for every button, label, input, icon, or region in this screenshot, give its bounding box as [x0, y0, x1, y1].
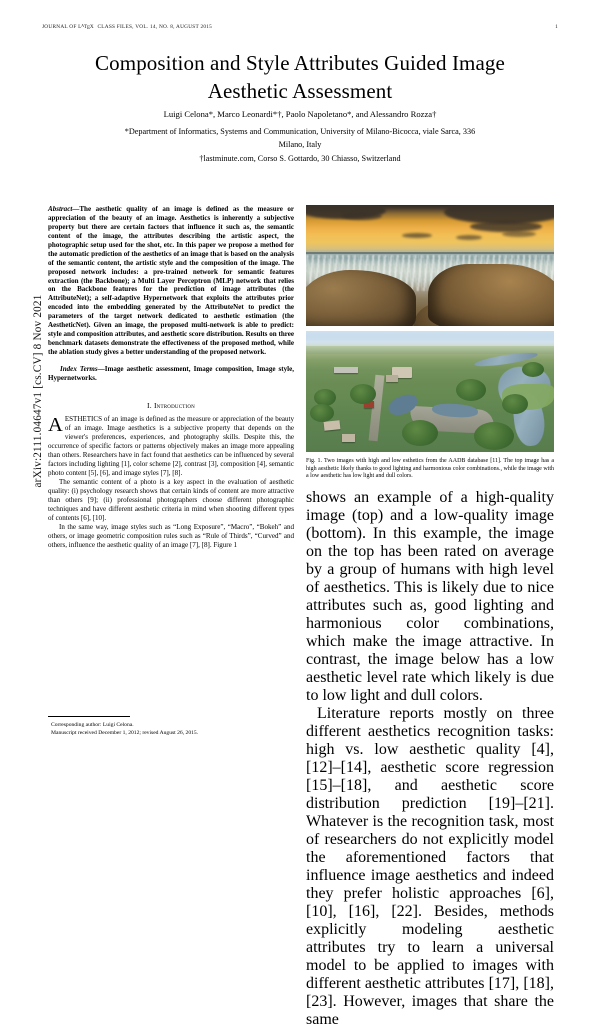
- figure-bottom-image: [306, 331, 554, 452]
- tree-canopy: [474, 422, 514, 450]
- figure-1: [306, 205, 554, 1029]
- affiliation-1: *Department of Informatics, Systems and Communication, University of Milano-Bicocca, viale Sarca, 336: [124, 127, 476, 136]
- figure-top-image: [306, 205, 554, 326]
- index-terms-dash: —: [97, 364, 105, 373]
- intro-paragraph-2: The semantic content of a photo is a key aspect in the evaluation of aesthetic quality: (i) psychology research shows that certain kinds of content are more attractive than others [9]; (ii) professional photographers choose different photographic techniques and have different aesthetic criteria in mind when shooting different types of contents [6], [10].: [48, 478, 294, 522]
- author-list: Luigi Celona*, Marco Leonardi*†, Paolo Napoletano*, and Alessandro Rozza†: [163, 109, 437, 119]
- drop-cap: A: [48, 414, 63, 437]
- index-terms-text: Image aesthetic assessment, Image composition, Image style, Hypernetworks.: [48, 364, 294, 382]
- running-header: [42, 24, 558, 30]
- building: [386, 375, 398, 382]
- figure-caption-text: Two images with high and low esthetics from the AADB database [11]. The top image has a high aesthetic likely thanks to good lighting and harmonious color combinations., while the image with a low aesthetic has low light and dull colors.: [306, 458, 554, 480]
- cloud-shape: [502, 231, 536, 237]
- section-heading: [48, 401, 294, 411]
- running-header-journal: [42, 24, 212, 30]
- affiliations: [30, 125, 570, 165]
- abstract-text: The aesthetic quality of an image is defined as the measure or appreciation of the beauty of an image. Aesthetics is inherently a subjective property but there are certain factors that influence it such as, the semantic content of the image, the attributes describing the artistic aspect, the photographic setup used for the shot, etc. In this paper we propose a method for the automatic prediction of the aesthetics of an image that is based on the analysis of the semantic content, the artistic style and the composition of the image. The proposed network includes: a pre-trained network for semantic features extraction (the Backbone); a Multi Layer Perceptron (MLP) network that relies on the Backbone features for the prediction of image attributes (the AttributeNet); a self-adaptive Hypernetwork that exploits the attributes prior encoded into the embedding generated by the AttributeNet to predict the parameters of the target network dedicated to aesthetic estimation (the AestheticNet). Given an image, the proposed multi-network is able to predict: style and composition attributes, and aesthetic score distribution. Results on three benchmark datasets demonstrate the effectiveness of the proposed method, while the ablation study gives a better understanding of the proposed network.: [48, 205, 294, 356]
- index-terms-label: Index Terms: [60, 364, 98, 373]
- rock-right: [428, 264, 554, 326]
- section-number: I.: [147, 400, 152, 410]
- abstract-label: Abstract: [48, 205, 73, 213]
- abstract: [48, 205, 294, 357]
- intro-paragraph-1: [48, 415, 294, 478]
- right-paragraph-1: shows an example of a high-quality image (top) and a low-quality image (bottom). In this example, the image on the top has been rated on average by a group of humans with high level of aesthetics. This is likely due to nice attributes such as, good lighting and harmonious color combinations, which make the image attractive. In contrast, the image below has a low aesthetic level rate which likely is due to low light and dull colors.: [306, 488, 554, 704]
- latex-logo: $L^ATEX$: [78, 22, 94, 31]
- affiliation-2: †lastminute.com, Corso S. Gottardo, 30 Chiasso, Switzerland: [199, 153, 401, 163]
- figure-label: Fig. 1.: [306, 458, 323, 464]
- footnotes: [51, 721, 297, 737]
- building: [324, 420, 341, 431]
- figure-caption: [306, 458, 554, 481]
- cloud-shape: [342, 212, 382, 220]
- journal-prefix: JOURNAL OF: [42, 24, 79, 30]
- cloud-shape: [456, 235, 482, 240]
- cloud-shape: [402, 233, 432, 238]
- abstract-dash: —: [72, 205, 80, 213]
- tree-canopy: [402, 420, 438, 446]
- intro-paragraph-1-text: of an image is defined as the measure or appreciation of the beauty of an image. Image aesthetics is a subjective property that depends on the viewer's preferences, experiences, and photography skills. Despite this, the occurrence of specific factors or patterns objectively makes an image more appealing than others. Researchers have in fact found that aesthetics can be influenced by several factors including lighting [1], color scheme [2], contrast [3], composition [4], semantic photo content [5], [6], and image styles [7], [8].: [48, 415, 294, 478]
- building: [334, 367, 358, 373]
- journal-suffix: CLASS FILES, VOL. 14, NO. 8, AUGUST 2015: [95, 24, 213, 30]
- tree-canopy: [310, 404, 334, 422]
- page-title: Composition and Style Attributes Guided Image Aesthetic Assessment: [95, 51, 505, 103]
- affiliation-city: Milano, Italy: [278, 140, 322, 150]
- intro-paragraph-3: In the same way, image styles such as “Long Exposure”, “Macro”, “Bokeh” and others, or image geometric composition rules such as “Rule of Thirds”, “Curved” and others, influence the aesthetic quality of an image [7], [8]. Figure 1: [48, 522, 294, 549]
- page-number: 1: [555, 24, 558, 30]
- building: [342, 434, 355, 442]
- intro-first-word: ESTHETICS: [64, 415, 103, 424]
- tree-canopy: [456, 379, 486, 401]
- footnote-manuscript-dates: Manuscript received December 1, 2012; revised August 26, 2015.: [51, 730, 199, 737]
- arxiv-stamp: arXiv:2111.04647v1 [cs.CV] 8 Nov 2021: [32, 294, 44, 488]
- tree-canopy: [502, 394, 528, 414]
- left-column: [48, 205, 294, 550]
- section-title: Introduction: [153, 400, 195, 410]
- cloud-shape: [470, 221, 542, 232]
- index-terms: [48, 365, 294, 383]
- footnote-rule: [48, 716, 130, 717]
- right-paragraph-2: Literature reports mostly on three different aesthetics recognition tasks: high vs. low aesthetic quality [4], [12]–[14], aesthetic score regression [15]–[18], and aesthetic score distribution prediction [19]–[21]. Whatever is the recognition task, most of researchers do not explicitly model the aforementioned factors that influence image aesthetics and indeed they prefer holistic approaches [6], [10], [16], [22]. Besides, methods explicitly modeling aesthetic attributes try to learn a universal model to be applied to images with different aesthetic attributes [17], [18], [23]. However, images that share the same: [306, 704, 554, 1028]
- footnote-corresponding-author: Corresponding author: Luigi Celona.: [51, 722, 134, 728]
